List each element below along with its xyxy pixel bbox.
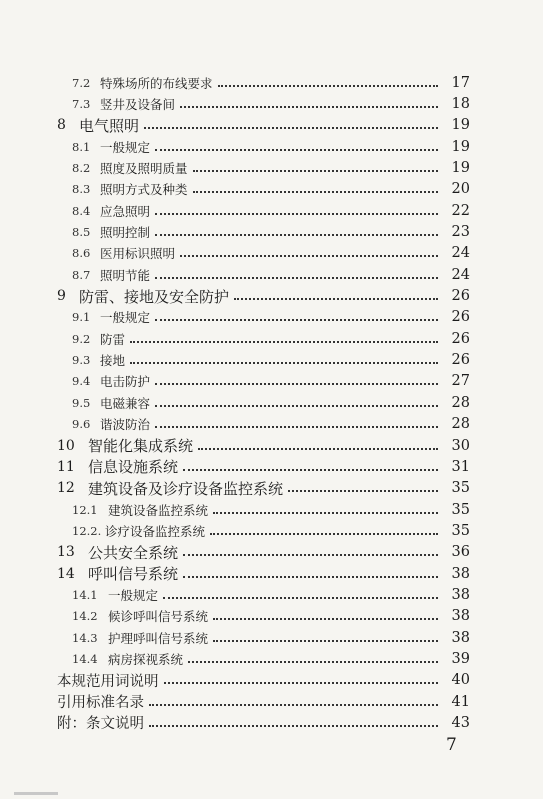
toc-entry-page: 38	[451, 586, 470, 603]
toc-entry-number: 14.1	[72, 587, 98, 602]
dot-leader	[210, 533, 438, 535]
page-number: 7	[446, 735, 457, 755]
toc-entry-number: 8	[57, 117, 66, 134]
dot-leader	[198, 448, 438, 450]
toc-entry[interactable]	[0, 712, 543, 733]
toc-entry[interactable]	[0, 264, 543, 285]
toc-entry[interactable]	[0, 200, 543, 221]
toc-entry-number: 14	[57, 565, 75, 582]
toc-entry-title: 医用标识照明	[100, 246, 176, 262]
dot-leader	[130, 362, 438, 364]
toc-entry-number: 8.5	[72, 225, 91, 240]
toc-entry[interactable]	[0, 670, 543, 691]
toc-entry-title: 候诊呼叫信号系统	[108, 609, 209, 625]
toc-entry-number: 14.4	[72, 651, 98, 666]
toc-entry-page: 40	[451, 672, 470, 689]
toc-entry-page: 24	[451, 266, 470, 283]
toc-entry-number: 9.5	[72, 395, 91, 410]
dot-leader	[193, 191, 438, 193]
toc-entry[interactable]	[0, 328, 543, 349]
toc-entry-title: 呼叫信号系统	[88, 565, 179, 584]
toc-entry-number: 9.3	[72, 353, 91, 368]
toc-entry-number: 9.4	[72, 374, 91, 389]
toc-entry-title: 照明节能	[100, 267, 151, 283]
dot-leader	[213, 640, 438, 642]
toc-entry-page: 39	[451, 650, 470, 667]
toc-entry-page: 19	[451, 138, 470, 155]
toc-entry[interactable]	[0, 285, 543, 306]
toc-entry[interactable]	[0, 499, 543, 520]
table-of-contents	[0, 72, 543, 734]
toc-entry[interactable]	[0, 392, 543, 413]
toc-entry-title: 护理呼叫信号系统	[108, 630, 209, 646]
toc-entry-page: 22	[451, 202, 470, 219]
toc-entry-number: 9.2	[72, 331, 91, 346]
toc-entry-number: 12	[57, 480, 75, 497]
toc-entry-title: 本规范用词说明	[57, 673, 159, 690]
dot-leader	[155, 383, 438, 385]
toc-entry-number: 10	[57, 437, 75, 454]
toc-entry-page: 20	[451, 181, 470, 198]
toc-entry-number: 8.2	[72, 161, 91, 176]
toc-entry-page: 28	[451, 394, 470, 411]
toc-entry[interactable]	[0, 606, 543, 627]
toc-entry[interactable]	[0, 563, 543, 584]
toc-entry-title: 竖井及设备间	[100, 97, 176, 113]
toc-entry-number: 8.1	[72, 139, 91, 154]
toc-entry-title: 诊疗设备监控系统	[105, 523, 206, 539]
toc-entry-title: 附：条文说明	[57, 716, 144, 733]
toc-entry-page: 17	[451, 74, 470, 91]
toc-entry-title: 电气照明	[79, 116, 140, 135]
toc-entry[interactable]	[0, 520, 543, 541]
toc-entry-number: 8.3	[72, 182, 91, 197]
dot-leader	[155, 213, 438, 215]
toc-entry[interactable]	[0, 307, 543, 328]
dot-leader	[155, 149, 438, 151]
toc-entry-title: 接地	[100, 353, 126, 369]
toc-entry-number: 13	[57, 544, 75, 561]
toc-entry[interactable]	[0, 243, 543, 264]
toc-entry[interactable]	[0, 648, 543, 669]
toc-entry-title: 应急照明	[100, 203, 151, 219]
toc-entry-title: 一般规定	[108, 587, 159, 603]
toc-entry-title: 一般规定	[100, 310, 151, 326]
toc-entry-title: 特殊场所的布线要求	[100, 75, 213, 91]
toc-entry[interactable]	[0, 136, 543, 157]
toc-entry-page: 23	[451, 224, 470, 241]
dot-leader	[183, 554, 438, 556]
toc-entry-number: 7.3	[72, 97, 91, 112]
toc-entry-number: 8.6	[72, 246, 91, 261]
toc-entry-number: 12.2.	[72, 523, 102, 538]
dot-leader	[234, 298, 438, 300]
toc-entry[interactable]	[0, 221, 543, 242]
toc-entry[interactable]	[0, 627, 543, 648]
dot-leader	[130, 341, 438, 343]
dot-leader	[149, 725, 438, 727]
dot-leader	[218, 85, 438, 87]
toc-entry[interactable]	[0, 157, 543, 178]
toc-entry-number: 12.1	[72, 502, 98, 517]
toc-entry-title: 智能化集成系统	[88, 437, 194, 456]
toc-entry-title: 电击防护	[100, 374, 151, 390]
dot-leader	[183, 469, 438, 471]
toc-entry-page: 26	[451, 352, 470, 369]
toc-entry-page: 31	[451, 458, 470, 475]
toc-entry-page: 26	[451, 330, 470, 347]
toc-entry-number: 9.6	[72, 417, 91, 432]
toc-entry[interactable]	[0, 691, 543, 712]
toc-entry-page: 19	[451, 117, 470, 134]
toc-entry-title: 引用标准名录	[57, 695, 144, 712]
toc-entry[interactable]	[0, 93, 543, 114]
toc-entry[interactable]	[0, 456, 543, 477]
toc-entry[interactable]	[0, 371, 543, 392]
toc-entry[interactable]	[0, 72, 543, 93]
dot-leader	[180, 255, 438, 257]
dot-leader	[183, 576, 438, 578]
toc-entry-title: 病房探视系统	[108, 651, 184, 667]
dot-leader	[155, 405, 438, 407]
toc-entry[interactable]	[0, 349, 543, 370]
toc-entry-page: 38	[451, 565, 470, 582]
toc-entry-title: 谐波防治	[100, 417, 151, 433]
toc-entry-number: 11	[57, 458, 75, 475]
dot-leader	[155, 319, 438, 321]
toc-entry-title: 电磁兼容	[100, 395, 151, 411]
toc-entry[interactable]	[0, 435, 543, 456]
toc-entry-title: 防雷	[100, 331, 126, 347]
dot-leader	[188, 661, 438, 663]
toc-entry[interactable]	[0, 542, 543, 563]
toc-entry-page: 43	[451, 714, 470, 731]
toc-entry-number: 9	[57, 288, 66, 305]
toc-entry-page: 35	[451, 522, 470, 539]
toc-entry-page: 27	[451, 373, 470, 390]
dot-leader	[213, 512, 438, 514]
toc-entry-title: 照度及照明质量	[100, 161, 188, 177]
toc-entry-number: 8.7	[72, 267, 91, 282]
toc-entry[interactable]	[0, 584, 543, 605]
toc-entry-page: 26	[451, 309, 470, 326]
toc-entry-number: 8.4	[72, 203, 91, 218]
dot-leader	[193, 170, 438, 172]
dot-leader	[164, 682, 439, 684]
toc-entry[interactable]	[0, 115, 543, 136]
toc-entry-page: 24	[451, 245, 470, 262]
toc-entry-page: 26	[451, 288, 470, 305]
toc-entry-page: 18	[451, 96, 470, 113]
toc-entry-number: 7.2	[72, 75, 91, 90]
toc-entry-number: 14.3	[72, 630, 98, 645]
toc-entry-page: 38	[451, 608, 470, 625]
dot-leader	[149, 704, 438, 706]
dot-leader	[288, 490, 438, 492]
toc-entry[interactable]	[0, 478, 543, 499]
toc-entry-page: 28	[451, 416, 470, 433]
toc-entry-page: 35	[451, 501, 470, 518]
toc-entry-title: 照明控制	[100, 225, 151, 241]
toc-entry[interactable]	[0, 414, 543, 435]
dot-leader	[163, 597, 438, 599]
dot-leader	[155, 426, 438, 428]
scan-edge-mark	[14, 792, 58, 795]
dot-leader	[155, 234, 438, 236]
toc-entry-page: 41	[451, 693, 470, 710]
dot-leader	[144, 127, 438, 129]
toc-entry-title: 公共安全系统	[88, 543, 179, 562]
toc-entry-title: 建筑设备及诊疗设备监控系统	[88, 479, 284, 498]
toc-entry-title: 建筑设备监控系统	[108, 502, 209, 518]
toc-entry-title: 一般规定	[100, 139, 151, 155]
toc-entry[interactable]	[0, 179, 543, 200]
toc-entry-number: 14.2	[72, 609, 98, 624]
toc-entry-page: 38	[451, 629, 470, 646]
dot-leader	[155, 277, 438, 279]
toc-entry-number: 9.1	[72, 310, 91, 325]
toc-entry-page: 36	[451, 544, 470, 561]
toc-entry-title: 照明方式及种类	[100, 182, 188, 198]
dot-leader	[180, 106, 438, 108]
dot-leader	[213, 618, 438, 620]
toc-entry-page: 30	[451, 437, 470, 454]
toc-entry-page: 35	[451, 480, 470, 497]
toc-entry-title: 信息设施系统	[88, 458, 179, 477]
toc-entry-title: 防雷、接地及安全防护	[79, 287, 230, 306]
toc-entry-page: 19	[451, 160, 470, 177]
